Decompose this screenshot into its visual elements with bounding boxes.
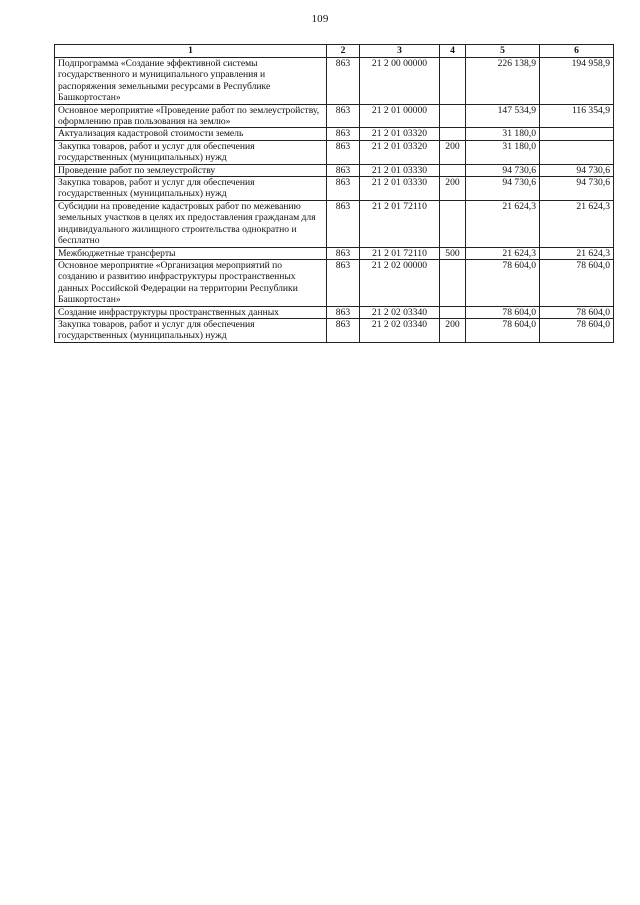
table-row — [55, 104, 614, 128]
row-expense-type: 200 — [440, 140, 466, 164]
row-sum-2: 116 354,9 — [540, 104, 614, 128]
column-header-4: 4 — [440, 45, 466, 58]
row-sum-1: 226 138,9 — [466, 58, 540, 105]
row-expense-type — [440, 58, 466, 105]
row-target-code: 21 2 01 03320 — [360, 140, 440, 164]
row-sum-2: 78 604,0 — [540, 306, 614, 318]
row-expense-type — [440, 128, 466, 140]
row-sum-1: 94 730,6 — [466, 164, 540, 176]
row-target-code: 21 2 01 72110 — [360, 247, 440, 259]
row-ministry-code: 863 — [327, 128, 360, 140]
row-sum-2: 94 730,6 — [540, 164, 614, 176]
row-sum-1: 21 624,3 — [466, 200, 540, 247]
row-sum-1: 31 180,0 — [466, 140, 540, 164]
row-sum-1: 94 730,6 — [466, 177, 540, 201]
table-row — [55, 306, 614, 318]
header-row — [55, 45, 614, 58]
column-header-5: 5 — [466, 45, 540, 58]
row-sum-2: 21 624,3 — [540, 247, 614, 259]
row-name: Межбюджетные трансферты — [55, 247, 327, 259]
row-sum-2: 194 958,9 — [540, 58, 614, 105]
table-row — [55, 247, 614, 259]
row-name: Основное мероприятие «Организация мероприятий по созданию и развитию инфраструктуры пространственных данных Российской Федерации на территории Республики Башкортостан» — [55, 259, 327, 306]
table-row — [55, 177, 614, 201]
row-name: Субсидии на проведение кадастровых работ по межеванию земельных участков в целях их предоставления гражданам для индивидуального жилищного строительства однократно и бесплатно — [55, 200, 327, 247]
row-sum-1: 78 604,0 — [466, 306, 540, 318]
row-expense-type — [440, 200, 466, 247]
table-row — [55, 318, 614, 342]
row-ministry-code: 863 — [327, 104, 360, 128]
column-header-1: 1 — [55, 45, 327, 58]
table-row — [55, 140, 614, 164]
row-expense-type — [440, 164, 466, 176]
row-ministry-code: 863 — [327, 247, 360, 259]
row-sum-1: 31 180,0 — [466, 128, 540, 140]
row-sum-1: 147 534,9 — [466, 104, 540, 128]
row-target-code: 21 2 01 03330 — [360, 164, 440, 176]
row-expense-type: 200 — [440, 318, 466, 342]
row-sum-2 — [540, 128, 614, 140]
budget-table — [54, 44, 614, 343]
column-header-3: 3 — [360, 45, 440, 58]
row-ministry-code: 863 — [327, 177, 360, 201]
row-sum-2 — [540, 140, 614, 164]
row-expense-type: 500 — [440, 247, 466, 259]
row-target-code: 21 2 01 00000 — [360, 104, 440, 128]
row-expense-type — [440, 104, 466, 128]
row-name: Проведение работ по землеустройству — [55, 164, 327, 176]
row-name: Закупка товаров, работ и услуг для обеспечения государственных (муниципальных) нужд — [55, 177, 327, 201]
column-header-6: 6 — [540, 45, 614, 58]
row-ministry-code: 863 — [327, 318, 360, 342]
row-ministry-code: 863 — [327, 140, 360, 164]
column-header-2: 2 — [327, 45, 360, 58]
row-sum-1: 21 624,3 — [466, 247, 540, 259]
row-name: Создание инфраструктуры пространственных данных — [55, 306, 327, 318]
row-target-code: 21 2 02 03340 — [360, 306, 440, 318]
table-row — [55, 58, 614, 105]
row-sum-1: 78 604,0 — [466, 318, 540, 342]
row-ministry-code: 863 — [327, 259, 360, 306]
row-ministry-code: 863 — [327, 306, 360, 318]
row-sum-2: 78 604,0 — [540, 318, 614, 342]
page-number: 109 — [311, 13, 329, 25]
row-sum-2: 21 624,3 — [540, 200, 614, 247]
row-expense-type — [440, 259, 466, 306]
table-row — [55, 200, 614, 247]
row-target-code: 21 2 02 03340 — [360, 318, 440, 342]
row-name: Актуализация кадастровой стоимости земель — [55, 128, 327, 140]
row-name: Закупка товаров, работ и услуг для обеспечения государственных (муниципальных) нужд — [55, 318, 327, 342]
row-target-code: 21 2 01 03330 — [360, 177, 440, 201]
row-sum-1: 78 604,0 — [466, 259, 540, 306]
row-ministry-code: 863 — [327, 200, 360, 247]
row-sum-2: 78 604,0 — [540, 259, 614, 306]
row-name: Основное мероприятие «Проведение работ по землеустройству, оформлению прав пользования на землю» — [55, 104, 327, 128]
row-name: Подпрограмма «Создание эффективной системы государственного и муниципального управления и распоряжения земельными ресурсами в Республике Башкортостан» — [55, 58, 327, 105]
row-ministry-code: 863 — [327, 164, 360, 176]
row-target-code: 21 2 00 00000 — [360, 58, 440, 105]
table-row — [55, 128, 614, 140]
row-target-code: 21 2 01 03320 — [360, 128, 440, 140]
row-target-code: 21 2 02 00000 — [360, 259, 440, 306]
row-target-code: 21 2 01 72110 — [360, 200, 440, 247]
table-row — [55, 259, 614, 306]
table-row — [55, 164, 614, 176]
row-expense-type — [440, 306, 466, 318]
row-expense-type: 200 — [440, 177, 466, 201]
row-name: Закупка товаров, работ и услуг для обеспечения государственных (муниципальных) нужд — [55, 140, 327, 164]
row-ministry-code: 863 — [327, 58, 360, 105]
row-sum-2: 94 730,6 — [540, 177, 614, 201]
